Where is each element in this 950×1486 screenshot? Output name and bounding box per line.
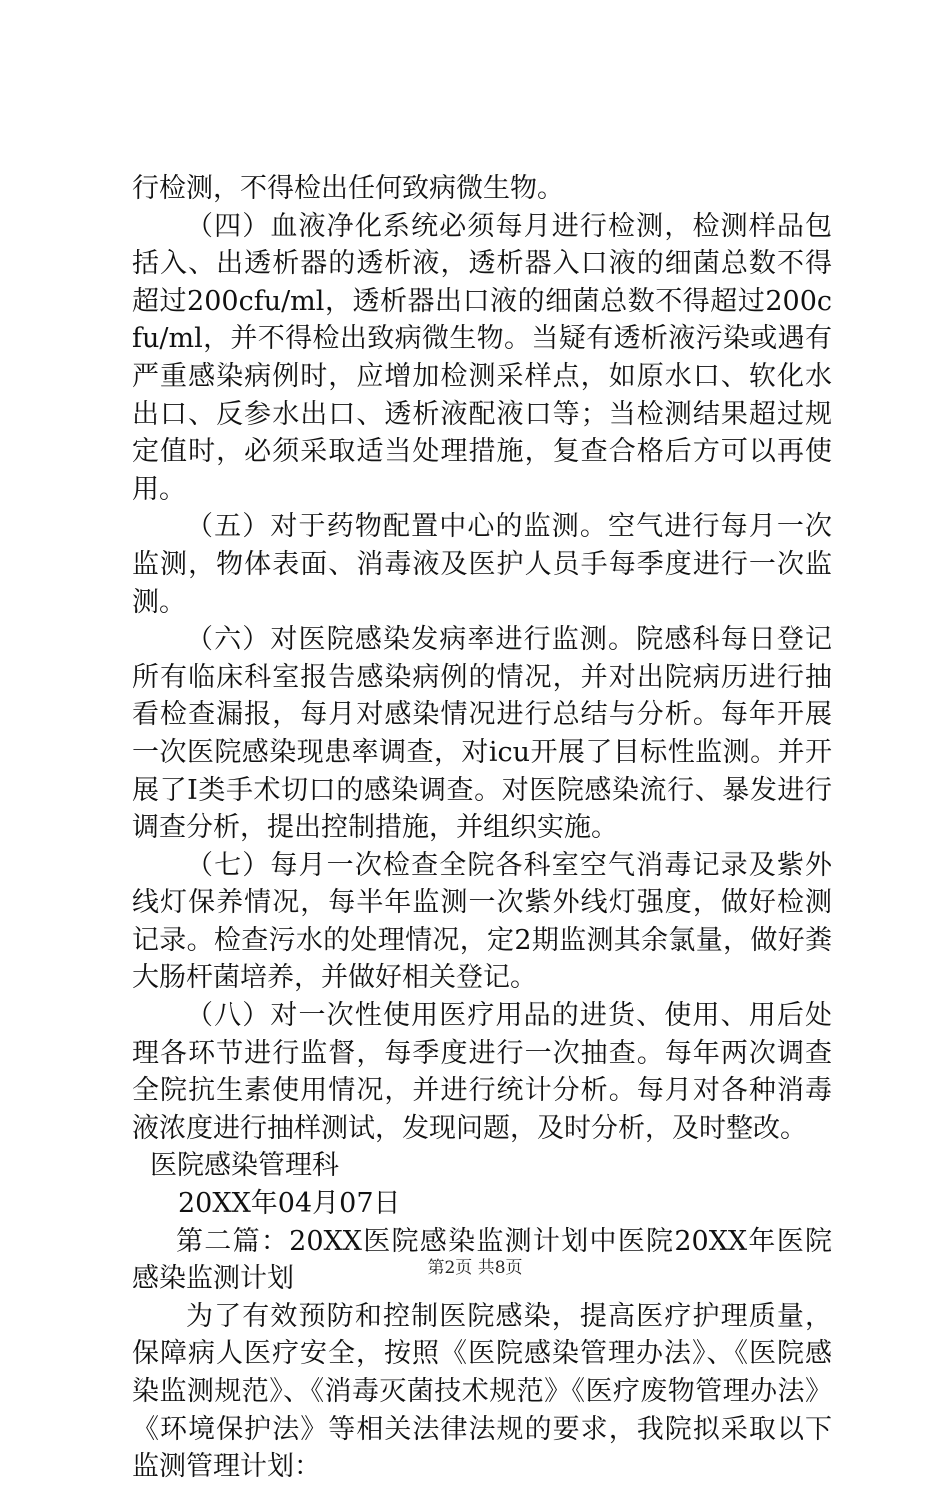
signature-date: 20XX年04月07日 — [178, 1188, 401, 1220]
document-body — [132, 170, 832, 1486]
section-title: 第二篇：20XX医院感染监测计划中医院20XX年医院感染监测计划 — [132, 1225, 832, 1295]
paragraph-item-7: （七）每月一次检查全院各科室空气消毒记录及紫外线灯保养情况，每半年监测一次紫外线灯强度，做好检测记录。检查污水的处理情况，定2期监测其余氯量，做好粪大肠杆菌培养，并做好相关登记。 — [132, 849, 832, 994]
paragraph-continuation: 行检测，不得检出任何致病微生物。 — [132, 173, 564, 204]
paragraph-item-8: （八）对一次性使用医疗用品的进货、使用、用后处理各环节进行监督，每季度进行一次抽查。每年两次调查全院抗生素使用情况，并进行统计分析。每月对各种消毒液浓度进行抽样测试，发现问题，及时分析，及时整改。 — [132, 1000, 832, 1144]
intro-paragraph: 为了有效预防和控制医院感染，提高医疗护理质量，保障病人医疗安全，按照《医院感染管理办法》、《医院感染监测规范》、《消毒灭菌技术规范》《医疗废物管理办法》《环境保护法》等相关法律法规的要求，我院拟采取以下监测管理计划： — [132, 1300, 832, 1483]
paragraph-item-4: （四）血液净化系统必须每月进行检测，检测样品包括入、出透析器的透析液，透析器入口液的细菌总数不得超过200cfu/ml，透析器出口液的细菌总数不得超过200cfu/ml，并不得检出致病微生物。当疑有透析液污染或遇有严重感染病例时，应增加检测采样点，如原水口、软化水出口、反参水出口、透析液配液口等；当检测结果超过规定值时，必须采取适当处理措施，复查合格后方可以再使用。 — [132, 210, 832, 505]
signature-department: 医院感染管理科 — [150, 1150, 339, 1182]
page-footer: 第2页 共8页 — [427, 1258, 523, 1278]
paragraph-item-6: （六）对医院感染发病率进行监测。院感科每日登记所有临床科室报告感染病例的情况，并对出院病历进行抽看检查漏报，每月对感染情况进行总结与分析。每年开展一次医院感染现患率调查，对icu开展了目标性监测。并开展了Ⅰ类手术切口的感染调查。对医院感染流行、暴发进行调查分析，提出控制措施，并组织实施。 — [132, 624, 832, 844]
paragraph-item-5: （五）对于药物配置中心的监测。空气进行每月一次监测，物体表面、消毒液及医护人员手每季度进行一次监测。 — [132, 511, 832, 618]
